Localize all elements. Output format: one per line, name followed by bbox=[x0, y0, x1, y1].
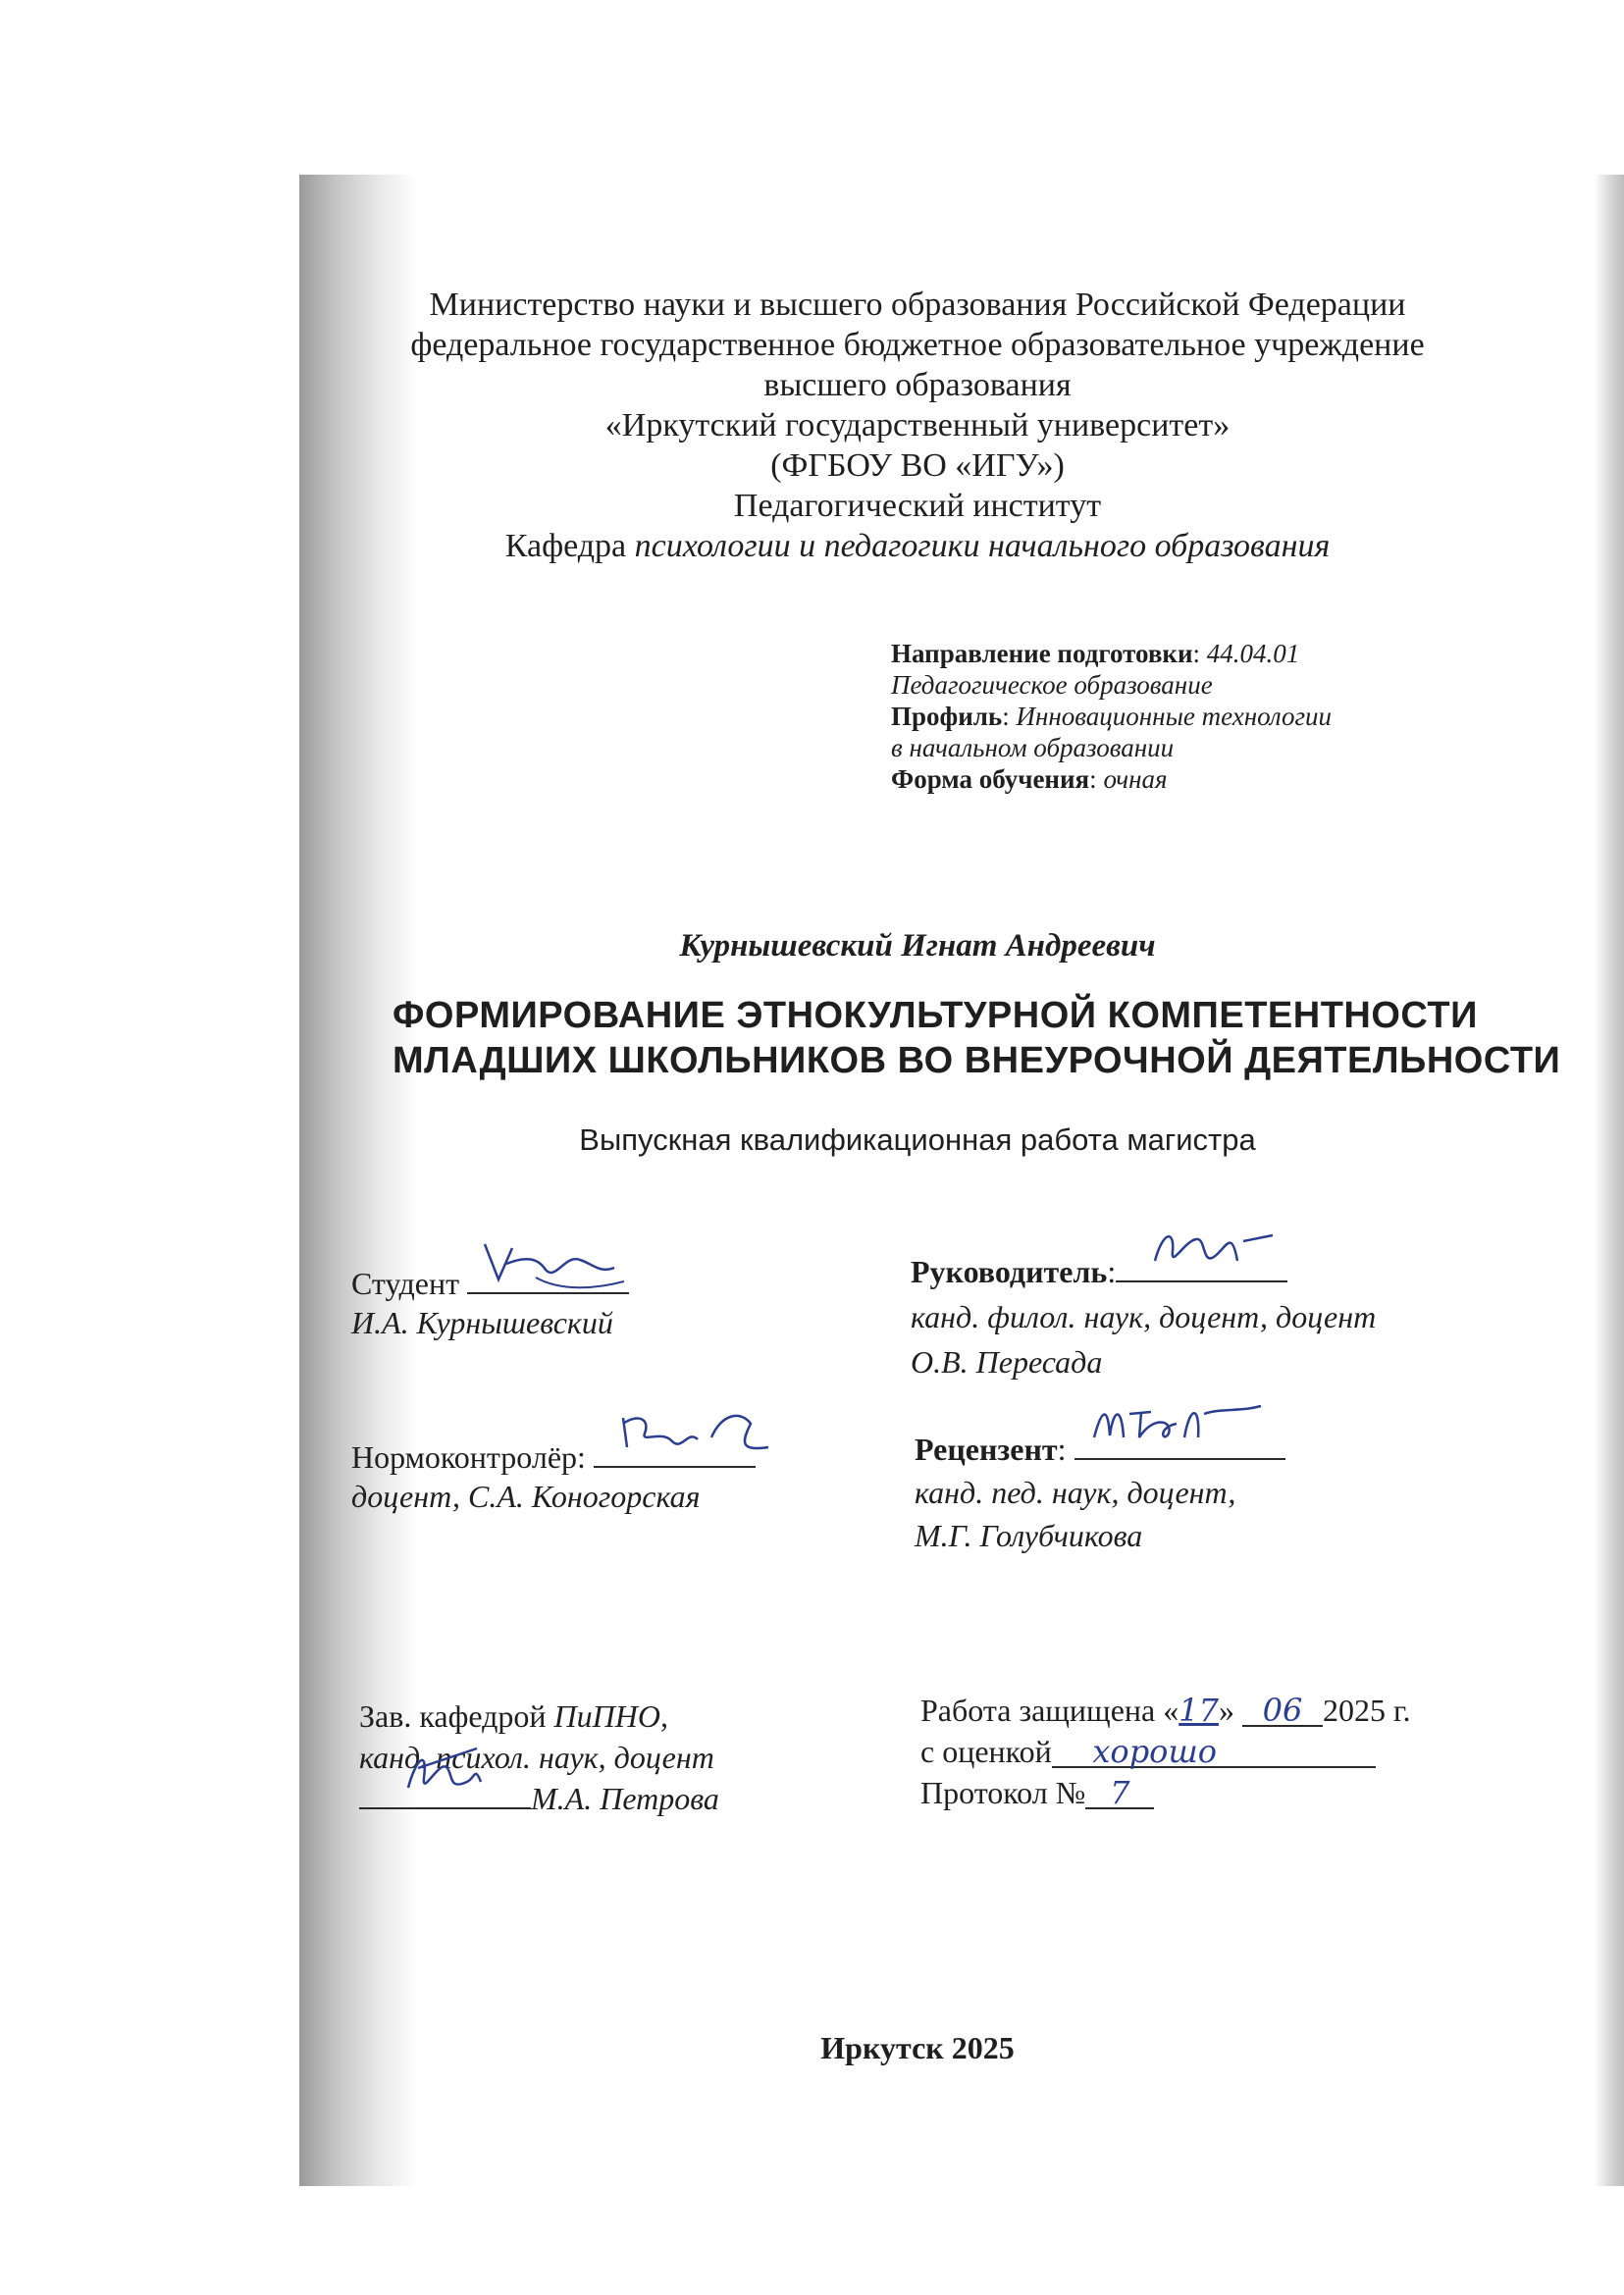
direction-label: Направление подготовки bbox=[891, 639, 1193, 668]
supervisor-signature-scribble bbox=[1116, 1222, 1287, 1280]
direction-code: 44.04.01 bbox=[1206, 639, 1300, 668]
normcontroller-signature bbox=[594, 1437, 756, 1477]
defense-day: 17 bbox=[1179, 1692, 1219, 1729]
student-name: И.А. Курнышевский bbox=[351, 1305, 613, 1340]
direction-name: Педагогическое образование bbox=[891, 670, 1213, 700]
supervisor-name: О.В. Пересада bbox=[911, 1344, 1103, 1380]
supervisor-block bbox=[911, 1249, 1376, 1384]
header-abbreviation: (ФГБОУ ВО «ИГУ») bbox=[770, 447, 1065, 484]
department-name: психологии и педагогики начального образования bbox=[634, 528, 1331, 564]
head-block bbox=[359, 1695, 719, 1819]
student-block bbox=[351, 1264, 629, 1342]
header-department bbox=[393, 526, 1442, 566]
profile-value-1: Инновационные технологии bbox=[1016, 702, 1333, 731]
reviewer-position: канд. пед. наук, доцент, bbox=[915, 1475, 1236, 1510]
supervisor-row: Руководитель: bbox=[911, 1249, 1376, 1294]
header-university: «Иркутский государственный университет» bbox=[604, 407, 1231, 443]
header bbox=[393, 285, 1442, 566]
supervisor-position: канд. филол. наук, доцент, доцент bbox=[911, 1299, 1377, 1334]
header-education-level: высшего образования bbox=[763, 367, 1072, 403]
head-name: М.А. Петрова bbox=[531, 1781, 719, 1816]
grade-value: хорошо bbox=[1052, 1737, 1376, 1768]
thesis-title-line-2: МЛАДШИХ ШКОЛЬНИКОВ ВО ВНЕУРОЧНОЙ ДЕЯТЕЛЬНОСТИ bbox=[393, 1040, 1561, 1081]
supervisor-label: Руководитель bbox=[911, 1254, 1108, 1289]
head-position: канд. психол. наук, доцент bbox=[359, 1740, 714, 1775]
student-signature-scribble bbox=[467, 1234, 629, 1293]
defense-grade-row bbox=[920, 1731, 1410, 1772]
reviewer-name: М.Г. Голубчикова bbox=[915, 1518, 1143, 1553]
normcontroller-label: Нормоконтролёр: bbox=[351, 1439, 586, 1475]
defense-month: 06 bbox=[1242, 1695, 1323, 1727]
form-label: Форма обучения bbox=[891, 764, 1090, 794]
protocol-prefix: Протокол № bbox=[920, 1775, 1086, 1810]
scan-shadow-right bbox=[1595, 175, 1624, 2186]
defense-mid: » bbox=[1218, 1693, 1234, 1728]
reviewer-signature bbox=[1074, 1428, 1285, 1471]
work-type: Выпускная квалификационная работа магистра bbox=[579, 1122, 1256, 1157]
reviewer-row: Рецензент: bbox=[915, 1428, 1285, 1471]
program-direction: Направление подготовки: 44.04.01 bbox=[891, 639, 1300, 668]
reviewer-label: Рецензент bbox=[915, 1432, 1058, 1467]
head-sign-row bbox=[359, 1778, 719, 1819]
reviewer-block bbox=[915, 1428, 1285, 1557]
student-row bbox=[351, 1264, 629, 1303]
student-label: Студент bbox=[351, 1266, 460, 1301]
protocol-number: 7 bbox=[1085, 1778, 1154, 1809]
profile-value-2: в начальном образовании bbox=[891, 733, 1175, 762]
defense-block bbox=[920, 1690, 1410, 1813]
head-dept: ПиПНО, bbox=[553, 1698, 668, 1734]
grade-prefix: с оценкой bbox=[920, 1734, 1052, 1769]
defense-year: 2025 г. bbox=[1322, 1693, 1411, 1728]
defense-protocol-row bbox=[920, 1772, 1410, 1813]
supervisor-signature bbox=[1116, 1249, 1287, 1294]
program-form: Форма обучения: очная bbox=[891, 764, 1168, 794]
program-info bbox=[891, 638, 1332, 795]
head-signature-scribble bbox=[359, 1739, 531, 1807]
defense-prefix: Работа защищена « bbox=[920, 1693, 1179, 1728]
reviewer-signature-scribble bbox=[1074, 1394, 1285, 1453]
head-signature bbox=[359, 1778, 531, 1819]
normcontroller-row bbox=[351, 1437, 756, 1477]
head-label: Зав. кафедрой bbox=[359, 1698, 547, 1734]
thesis-title bbox=[393, 993, 1561, 1083]
normcontroller-signature-scribble bbox=[594, 1404, 770, 1463]
footer-city-year: Иркутск 2025 bbox=[820, 2030, 1015, 2065]
student-signature bbox=[467, 1264, 629, 1303]
thesis-title-line-1: ФОРМИРОВАНИЕ ЭТНОКУЛЬТУРНОЙ КОМПЕТЕНТНОСТИ bbox=[393, 995, 1478, 1036]
program-profile: Профиль: Инновационные технологии bbox=[891, 702, 1333, 731]
header-institution-type: федеральное государственное бюджетное образовательное учреждение bbox=[410, 327, 1425, 363]
department-prefix: Кафедра bbox=[504, 528, 627, 564]
head-row bbox=[359, 1695, 719, 1737]
header-ministry: Министерство науки и высшего образования Российской Федерации bbox=[429, 287, 1406, 323]
form-value: очная bbox=[1103, 764, 1168, 794]
normcontroller-position-name: доцент, С.А. Коногорская bbox=[351, 1479, 701, 1514]
author-name: Курнышевский Игнат Андреевич bbox=[679, 928, 1156, 964]
normcontroller-block bbox=[351, 1437, 756, 1516]
header-institute: Педагогический институт bbox=[733, 488, 1102, 524]
defense-date-row bbox=[920, 1690, 1410, 1731]
profile-label: Профиль bbox=[891, 702, 1003, 731]
